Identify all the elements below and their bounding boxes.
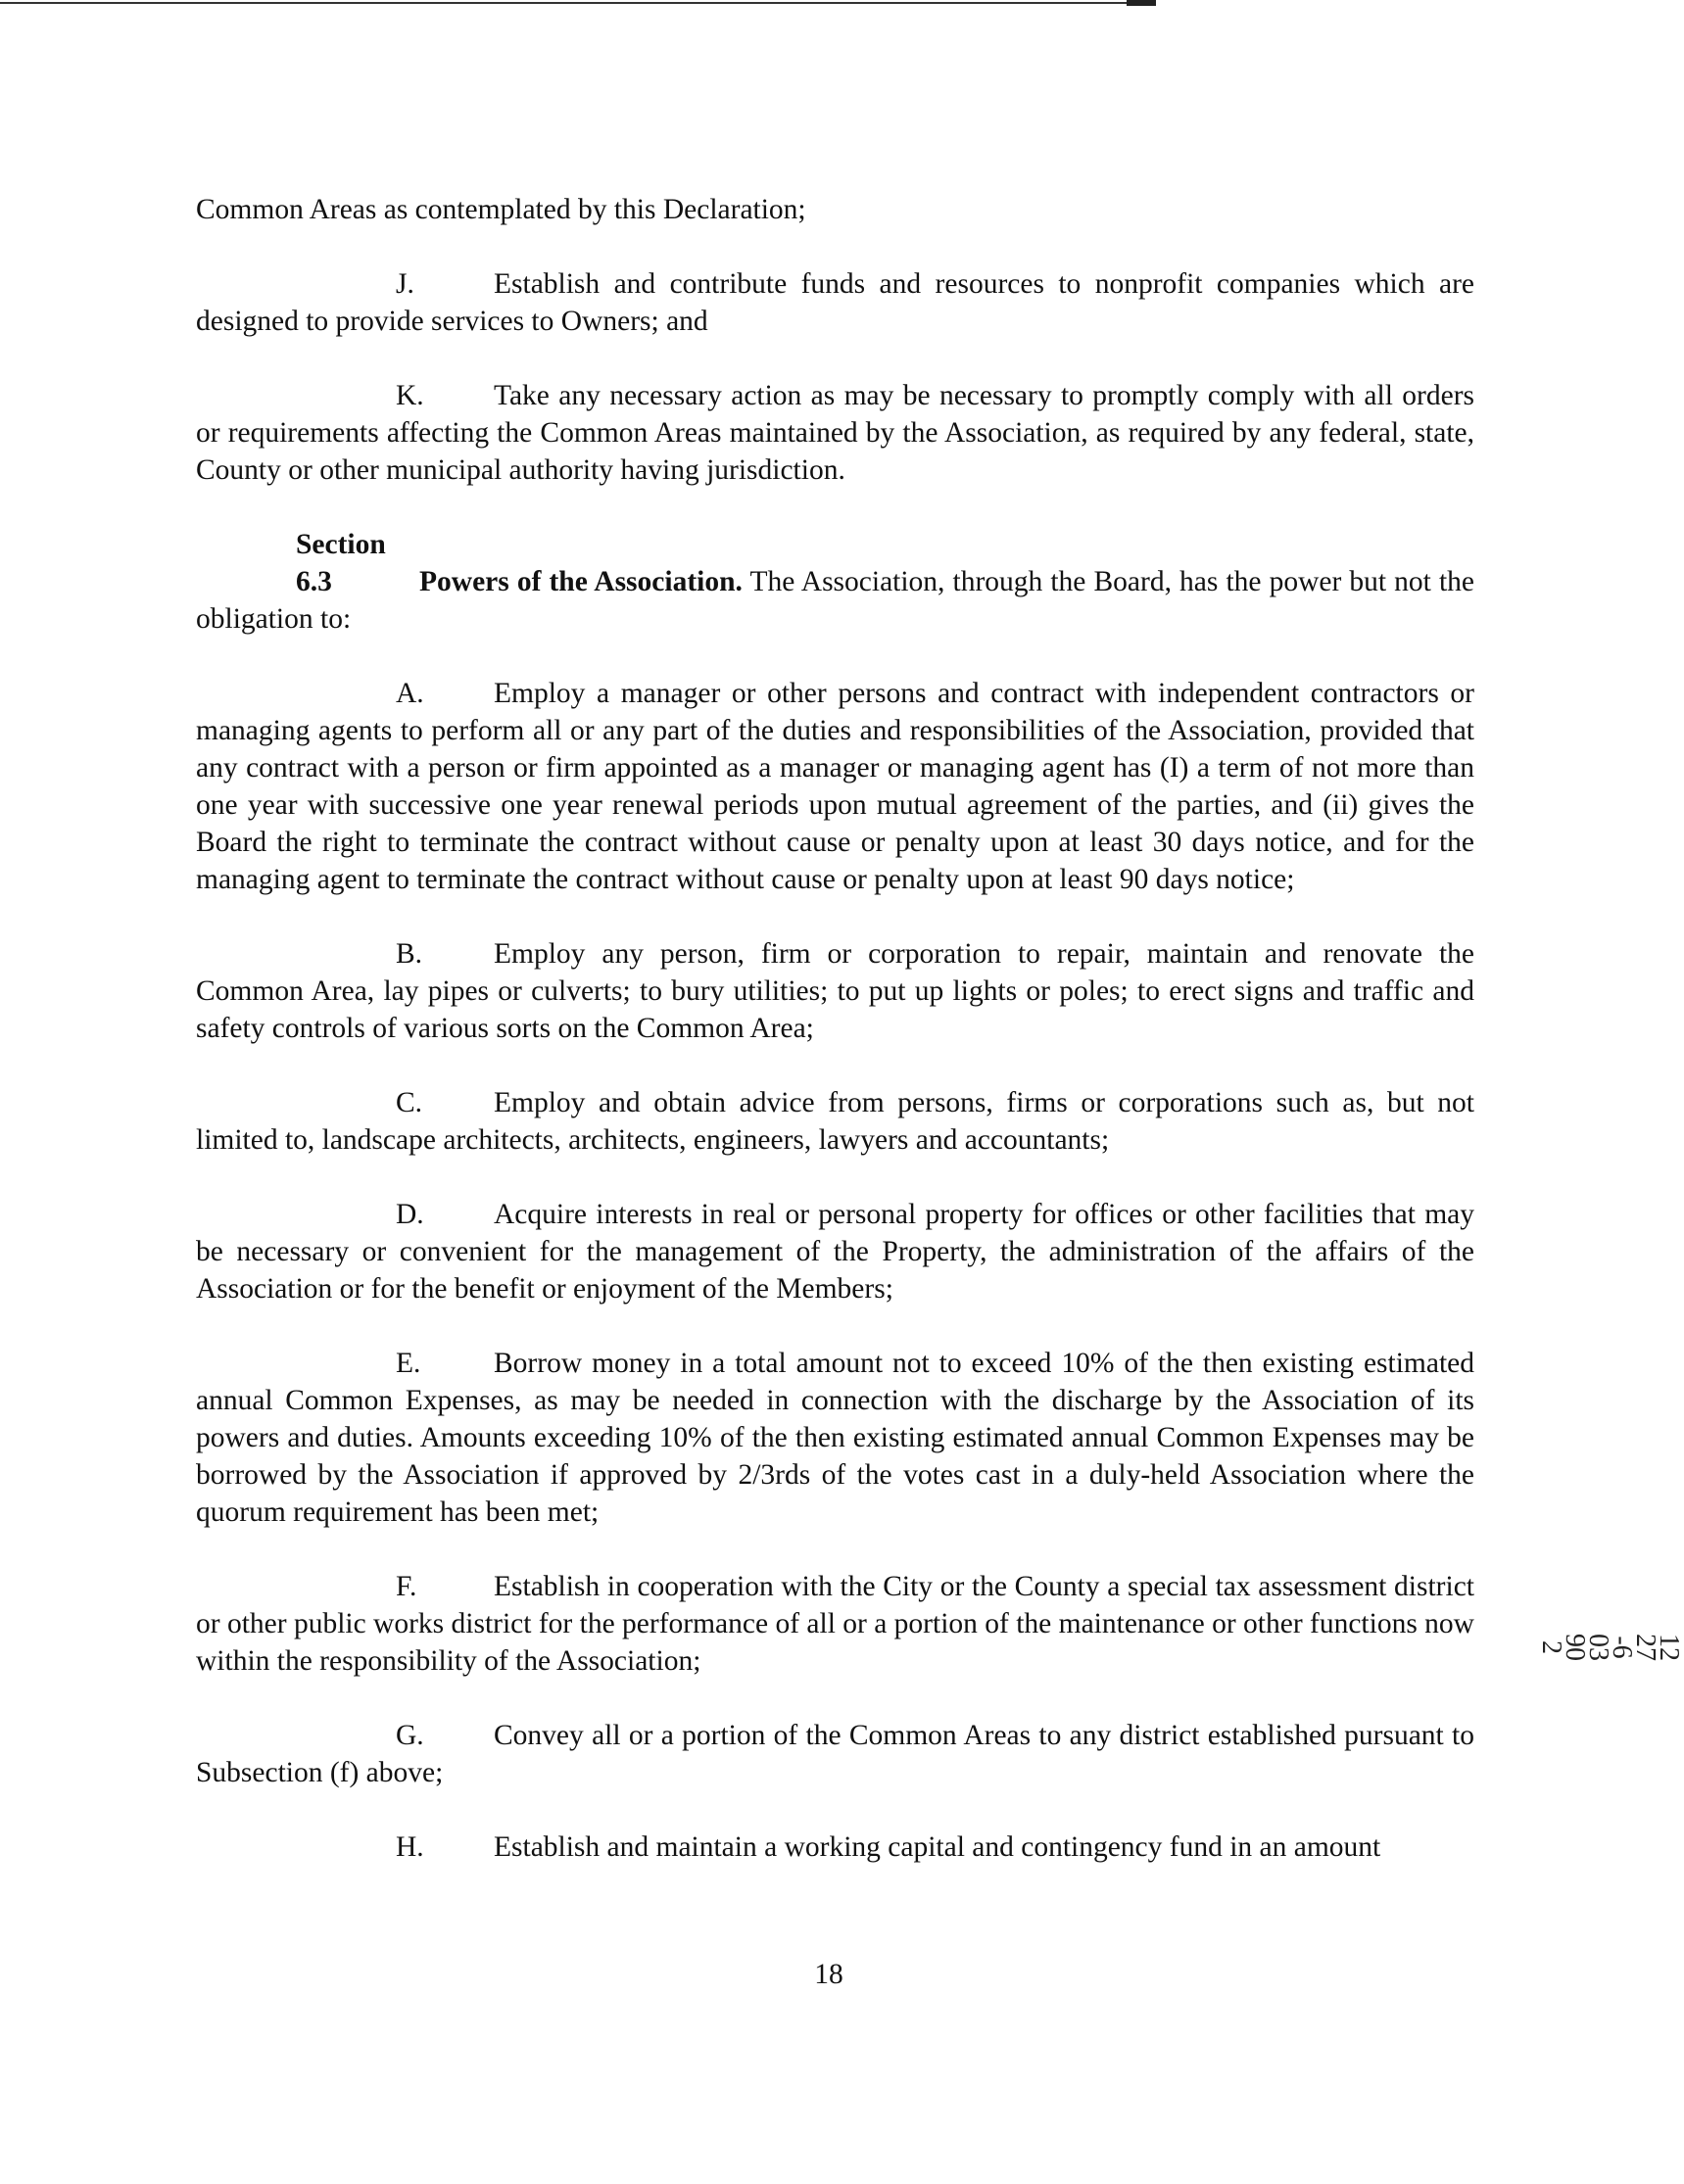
page-number: 18 [814, 1959, 843, 1990]
item-h [196, 1828, 1474, 1866]
item-letter: F. [396, 1571, 417, 1602]
item-a [196, 675, 1474, 898]
item-text: Employ any person, firm or corporation to repair, maintain and renovate the Common Area, lay pipes or culverts; to bury utilities; to put up lights or poles; to erect signs and traffic and safety controls of various sorts on the Common Area; [196, 938, 1474, 1044]
item-j [196, 265, 1474, 340]
item-letter: G. [396, 1720, 424, 1751]
document-body [196, 191, 1474, 1866]
item-letter: E. [396, 1348, 421, 1379]
intro-line: Common Areas as contemplated by this Declaration; [196, 194, 806, 225]
item-text: Employ a manager or other persons and contract with independent contractors or managing agents to perform all or any part of the duties and responsibilities of the Association, provided that any contract with a person or firm appointed as a manager or managing agent has (I) a term of not more than one year with successive one year renewal periods upon mutual agreement of the parties, and (ii) gives the Board the right to terminate the contract without cause or penalty upon at least 30 days notice, and for the managing agent to terminate the contract without cause or penalty upon at least 90 days notice; [196, 678, 1474, 895]
item-g [196, 1717, 1474, 1791]
item-letter: J. [396, 268, 414, 300]
item-letter: K. [396, 380, 424, 411]
margin-stamp [1536, 1577, 1684, 1718]
item-b [196, 935, 1474, 1047]
margin-stamp-text: 1227-6 03902 [1536, 1634, 1684, 1661]
item-text: Acquire interests in real or personal property for offices or other facilities that may be necessary or convenient for the management of the Property, the administration of the affairs of the Association or for the benefit or enjoyment of the Members; [196, 1199, 1474, 1305]
top-scan-mark [1127, 0, 1156, 6]
item-e [196, 1345, 1474, 1531]
item-letter: C. [396, 1087, 423, 1118]
item-d [196, 1196, 1474, 1307]
section-heading [196, 526, 1474, 638]
item-letter: D. [396, 1199, 424, 1230]
section-title: Powers of the Association. [419, 566, 743, 597]
section-number: Section 6.3 [296, 529, 386, 597]
item-c [196, 1084, 1474, 1159]
item-letter: A. [396, 678, 424, 709]
top-rule [0, 2, 1156, 4]
item-text: Take any necessary action as may be necessary to promptly comply with all orders or requirements affecting the Common Areas maintained by the Association, as required by any federal, state, County or other municipal authority having jurisdiction. [196, 380, 1474, 486]
item-text: Establish in cooperation with the City or the County a special tax assessment district or other public works district for the performance of all or a portion of the maintenance or other functions now within the responsibility of the Association; [196, 1571, 1474, 1677]
item-text: Establish and maintain a working capital and contingency fund in an amount [494, 1831, 1381, 1863]
item-text: Convey all or a portion of the Common Areas to any district established pursuant to Subsection (f) above; [196, 1720, 1474, 1788]
item-letter: H. [396, 1831, 424, 1863]
item-f [196, 1568, 1474, 1680]
item-letter: B. [396, 938, 423, 970]
section-text: The Association, through the Board, has the power but not the obligation to: [196, 566, 1474, 635]
item-k [196, 377, 1474, 489]
item-text: Employ and obtain advice from persons, firms or corporations such as, but not limited to, landscape architects, architects, engineers, lawyers and accountants; [196, 1087, 1474, 1156]
item-text: Establish and contribute funds and resources to nonprofit companies which are designed to provide services to Owners; and [196, 268, 1474, 337]
item-text: Borrow money in a total amount not to exceed 10% of the then existing estimated annual Common Expenses, as may be needed in connection with the discharge by the Association of its powers and duties. Amounts exceeding 10% of the then existing estimated annual Common Expenses may be borrowed by the Association if approved by 2/3rds of the votes cast in a duly-held Association where the quorum requirement has been met; [196, 1348, 1474, 1528]
